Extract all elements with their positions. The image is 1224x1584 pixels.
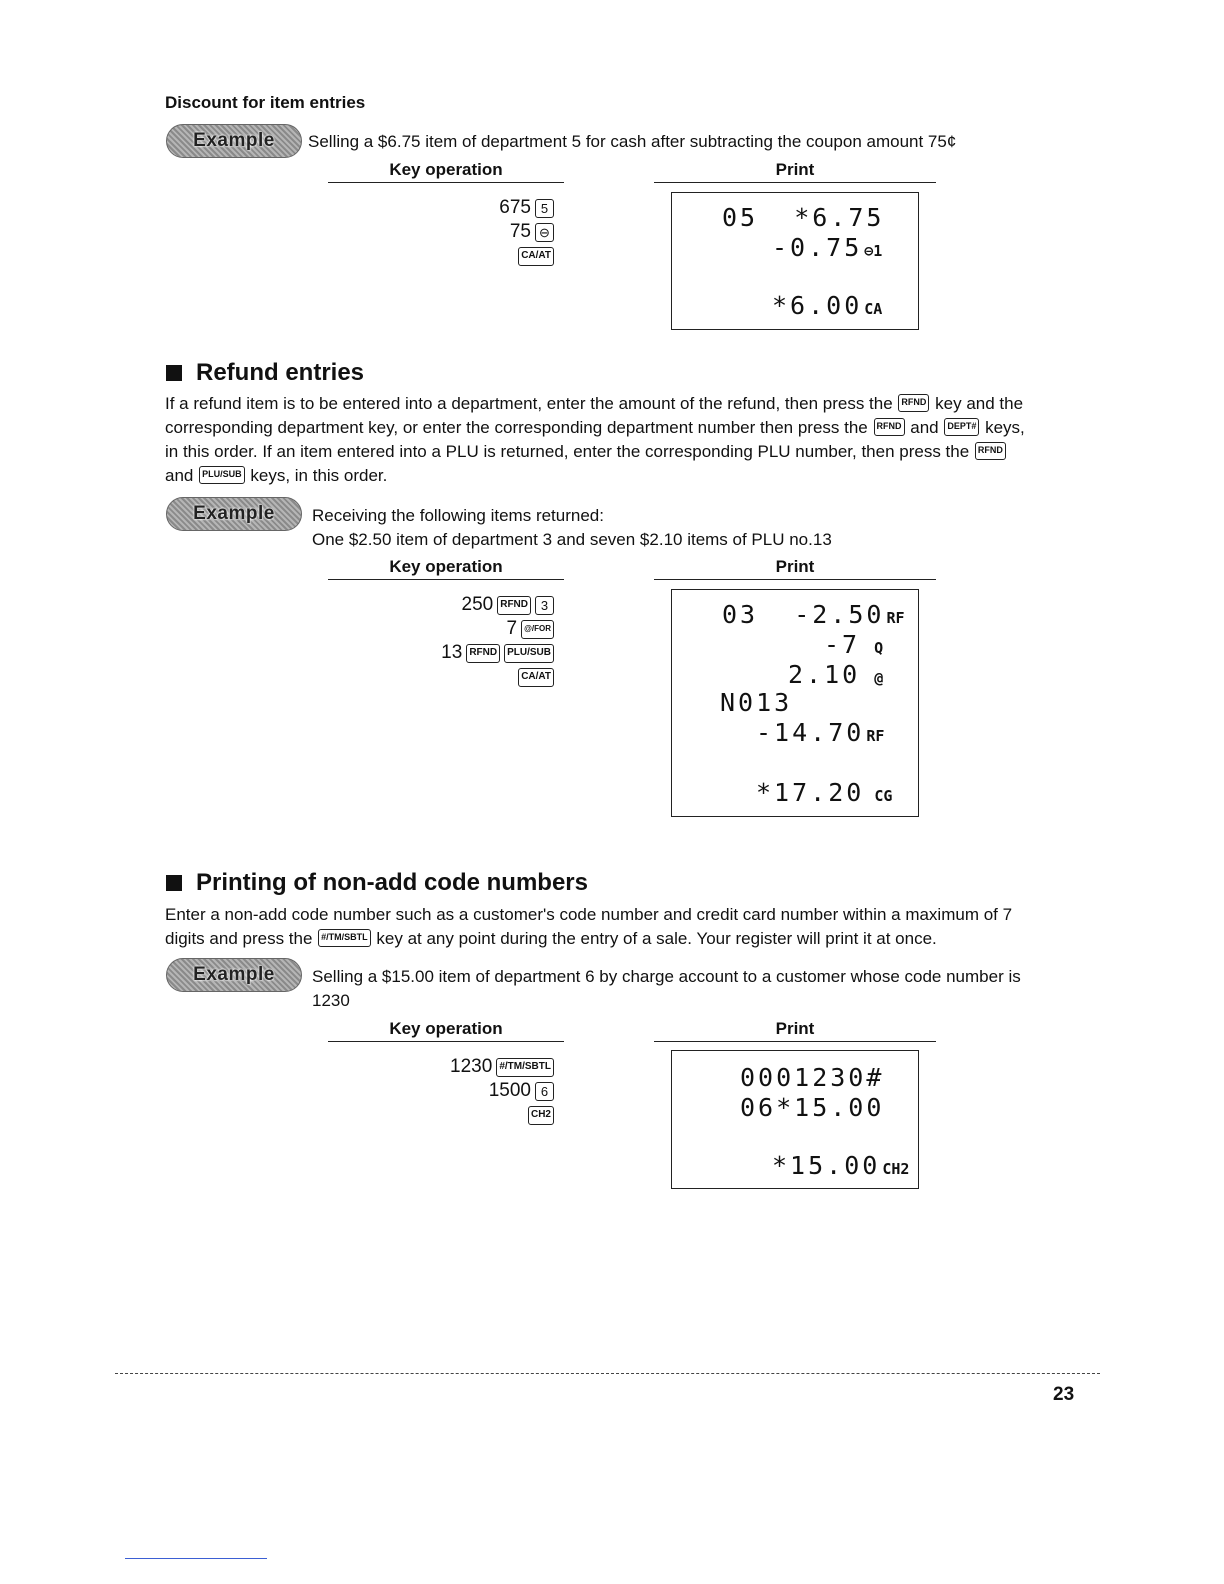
ca-at-key: CA/AT bbox=[518, 247, 554, 266]
key-operation-block bbox=[380, 593, 554, 693]
section-heading-nonadd: Printing of non-add code numbers bbox=[166, 869, 588, 897]
nonadd-paragraph: Enter a non-add code number such as a customer's code number and credit card number within a maximum of 7 digits and press the #/TM/SBTL key at any point during the entry of a sale. Your register will print it at once. bbox=[165, 905, 1013, 948]
key-operation-header: Key operation bbox=[328, 160, 564, 183]
receipt-print bbox=[671, 1050, 919, 1189]
print-header: Print bbox=[654, 160, 936, 183]
bullet-square-icon bbox=[166, 875, 182, 891]
key-step: 7 @/FOR bbox=[507, 617, 555, 641]
key-step bbox=[518, 244, 554, 268]
key-step: 75 ⊖ bbox=[510, 220, 554, 244]
section-heading-discount: Discount for item entries bbox=[165, 93, 366, 112]
rfnd-key: RFND bbox=[874, 418, 905, 436]
footer-link-rule bbox=[125, 1558, 267, 1559]
receipt-line: 06*15.00 bbox=[740, 1093, 885, 1122]
dept-key: DEPT# bbox=[944, 418, 979, 436]
receipt-line: -7 Q bbox=[824, 630, 884, 659]
receipt-line: 05 *6.75 bbox=[722, 203, 885, 232]
example-description: Receiving the following items returned: One $2.50 item of department 3 and seven $2.10 items of PLU no.13 bbox=[312, 506, 832, 549]
key-operation-block bbox=[400, 1055, 554, 1135]
receipt-print bbox=[671, 192, 919, 330]
rfnd-key: RFND bbox=[497, 596, 531, 615]
receipt-line: *17.20 CG bbox=[756, 778, 893, 807]
print-header: Print bbox=[654, 1019, 936, 1042]
section-heading-refund: Refund entries bbox=[166, 359, 364, 387]
key-step bbox=[528, 1103, 554, 1127]
rfnd-key: RFND bbox=[466, 644, 500, 663]
receipt-line: 03 -2.50 RF bbox=[722, 600, 905, 629]
receipt-line: -0.75 ⊖1 bbox=[772, 233, 883, 262]
receipt-line: N013 bbox=[720, 688, 793, 717]
key-step: 1500 6 bbox=[489, 1079, 554, 1103]
receipt-print bbox=[671, 589, 919, 817]
receipt-line: 0001230# bbox=[740, 1063, 885, 1092]
rfnd-key: RFND bbox=[898, 394, 929, 412]
key-operation-header: Key operation bbox=[328, 1019, 564, 1042]
tm-sbtl-key: #/TM/SBTL bbox=[318, 929, 371, 947]
receipt-line: -14.70 RF bbox=[756, 718, 885, 747]
plu-sub-key: PLU/SUB bbox=[199, 466, 245, 484]
receipt-line: *15.00 CH2 bbox=[772, 1151, 910, 1180]
tm-sbtl-key: #/TM/SBTL bbox=[496, 1058, 554, 1077]
key-operation-block bbox=[400, 196, 554, 276]
key-operation-header: Key operation bbox=[328, 557, 564, 580]
print-header: Print bbox=[654, 557, 936, 580]
plu-sub-key: PLU/SUB bbox=[504, 644, 554, 663]
rfnd-key: RFND bbox=[975, 442, 1006, 460]
dept-6-key: 6 bbox=[535, 1082, 554, 1101]
page-number: 23 bbox=[1053, 1384, 1075, 1405]
refund-paragraph: If a refund item is to be entered into a department, enter the amount of the refund, then press the RFND key and the corresponding department key, or enter the corresponding department number then press the RFND and DEPT# keys, in this order. If an item entered into a PLU is returned, enter the corresponding PLU number, then press the RFND and PLU/SUB keys, in this order. bbox=[165, 394, 1025, 485]
key-step: 250 RFND 3 bbox=[462, 593, 554, 617]
ca-at-key: CA/AT bbox=[518, 668, 554, 687]
dept-5-key: 5 bbox=[535, 199, 554, 218]
footer-divider bbox=[115, 1373, 1100, 1374]
key-step: 1230 #/TM/SBTL bbox=[450, 1055, 554, 1079]
dept-3-key: 3 bbox=[535, 596, 554, 615]
example-description: Selling a $15.00 item of department 6 by charge account to a customer whose code number is 1230 bbox=[312, 967, 1021, 1010]
example-description: Selling a $6.75 item of department 5 for cash after subtracting the coupon amount 75¢ bbox=[308, 132, 957, 151]
example-badge: Example bbox=[166, 497, 302, 531]
key-step: 13 RFND PLU/SUB bbox=[441, 641, 554, 665]
key-step bbox=[518, 665, 554, 689]
bullet-square-icon bbox=[166, 365, 182, 381]
key-step: 675 5 bbox=[499, 196, 554, 220]
example-badge: Example bbox=[166, 958, 302, 992]
receipt-line: *6.00 CA bbox=[772, 291, 883, 320]
at-for-key: @/FOR bbox=[521, 620, 554, 639]
example-badge: Example bbox=[166, 124, 302, 158]
receipt-line: 2.10 @ bbox=[788, 660, 884, 689]
discount-key: ⊖ bbox=[535, 223, 554, 242]
ch2-key: CH2 bbox=[528, 1106, 554, 1125]
